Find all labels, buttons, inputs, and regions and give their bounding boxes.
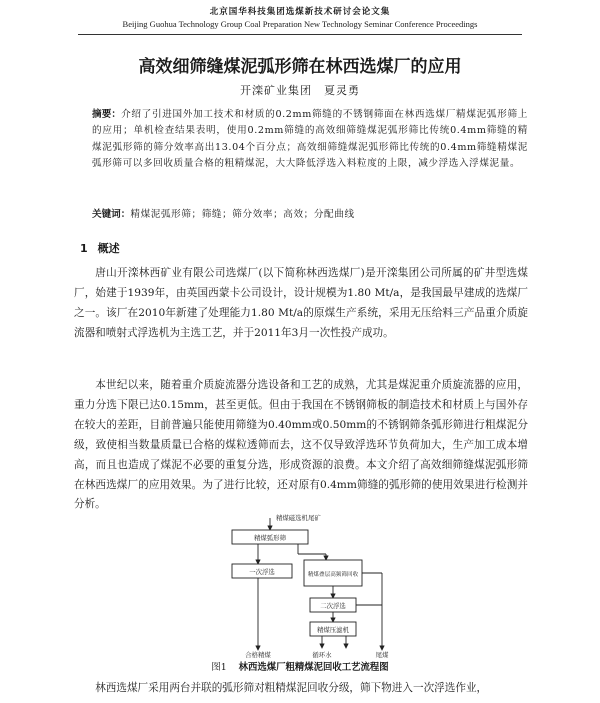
node-label-filter: 精煤压滤机 (317, 626, 349, 634)
section-number: 1 (80, 242, 88, 255)
header-english: Beijing Guohua Technology Group Coal Preparation New Technology Seminar Conference Proceedings (122, 19, 478, 29)
node-label-float1: 一次浮选 (249, 568, 275, 576)
section-heading (80, 240, 120, 256)
node-label-stack-screen: 精煤叠层高频筛回收 (307, 572, 359, 578)
figure-caption (60, 659, 540, 673)
abstract (92, 107, 528, 173)
node-label-feed: 精煤磁选机尾矿 (276, 514, 321, 522)
keywords-label: 关键词： (92, 209, 131, 220)
flowchart-figure (218, 510, 428, 658)
node-label-out-product: 合格精煤 (245, 651, 271, 658)
header-chinese: 北京国华科技集团选煤新技术研讨会论文集 (209, 7, 391, 17)
running-header (80, 6, 520, 30)
node-label-out-circ: 循环水 (312, 651, 332, 658)
figure-caption-text: 林西选煤厂粗精煤泥回收工艺流程图 (238, 662, 389, 673)
abstract-label: 摘要： (92, 109, 122, 120)
section-title: 概述 (97, 242, 120, 255)
header-divider (78, 34, 522, 35)
abstract-text: 介绍了引进国外加工技术和材质的0.2mm筛缝的不锈钢筛面在林西选煤厂精煤泥弧形筛上的应用；单机检查结果表明，使用0.2mm筛缝的高效细筛缝煤泥弧形筛比传统0.4mm筛缝的精煤泥弧形筛的筛分效率高出13.04个百分点；高效细筛缝煤泥弧形筛比传统的0.4mm筛缝精煤泥弧形筛可以多回收质量合格的粗精煤泥，大大降低浮选入料粒度的上限，减少浮选入浮煤泥量。 (92, 109, 528, 170)
node-label-out-tail: 尾煤 (375, 651, 389, 658)
paragraph-2: 本世纪以来，随着重介质旋流器分选设备和工艺的成熟，尤其是煤泥重介质旋流器的应用，重力分选下限已达0.15mm，甚至更低。但由于我国在不锈钢筛板的制造技术和材质上与国外存在较大的差距，目前普遍只能使用筛缝为0.40mm或0.50mm的不锈钢筛条弧形筛进行粗煤泥分级，致使相当数量质量已合格的煤粒透筛而去，这不仅导致浮选环节负荷加大，生产加工成本增高，而且也造成了煤泥不必要的重复分选，形成资源的浪费。本文介绍了高效细筛缝煤泥弧形筛在林西选煤厂的应用效果。为了进行比较，还对原有0.4mm筛缝的弧形筛的使用效果进行检测并分析。 (74, 379, 528, 511)
paragraph-3: 林西选煤厂采用两台并联的弧形筛对粗精煤泥回收分级，筛下物进入一次浮选作业， (95, 682, 488, 694)
keywords-text: 精煤泥弧形筛；筛缝；筛分效率；高效；分配曲线 (130, 209, 355, 220)
node-label-arc-screen: 精煤弧形筛 (254, 534, 286, 542)
paper-title: 高效细筛缝煤泥弧形筛在林西选煤厂的应用 (138, 57, 462, 77)
flowchart-svg (218, 510, 428, 658)
figure-number: 图1 (211, 662, 227, 673)
node-label-float2: 二次浮选 (320, 602, 346, 610)
keywords (92, 207, 528, 222)
paragraph-1: 唐山开滦林西矿业有限公司选煤厂(以下简称林西选煤厂)是开滦集团公司所属的矿井型选煤厂，始建于1939年，由英国西蒙卡公司设计，设计规模为1.80 Mt/a，是我国最早建成的选煤厂之一。该厂在2010年新建了处理能力1.80 Mt/a的原煤生产系统，采用无压给料三产品重介质旋流器和喷射式浮选机为主选工艺，并于2011年3月一次性投产成功。 (74, 267, 528, 339)
authors: 开滦矿业集团 夏灵勇 (240, 84, 360, 97)
